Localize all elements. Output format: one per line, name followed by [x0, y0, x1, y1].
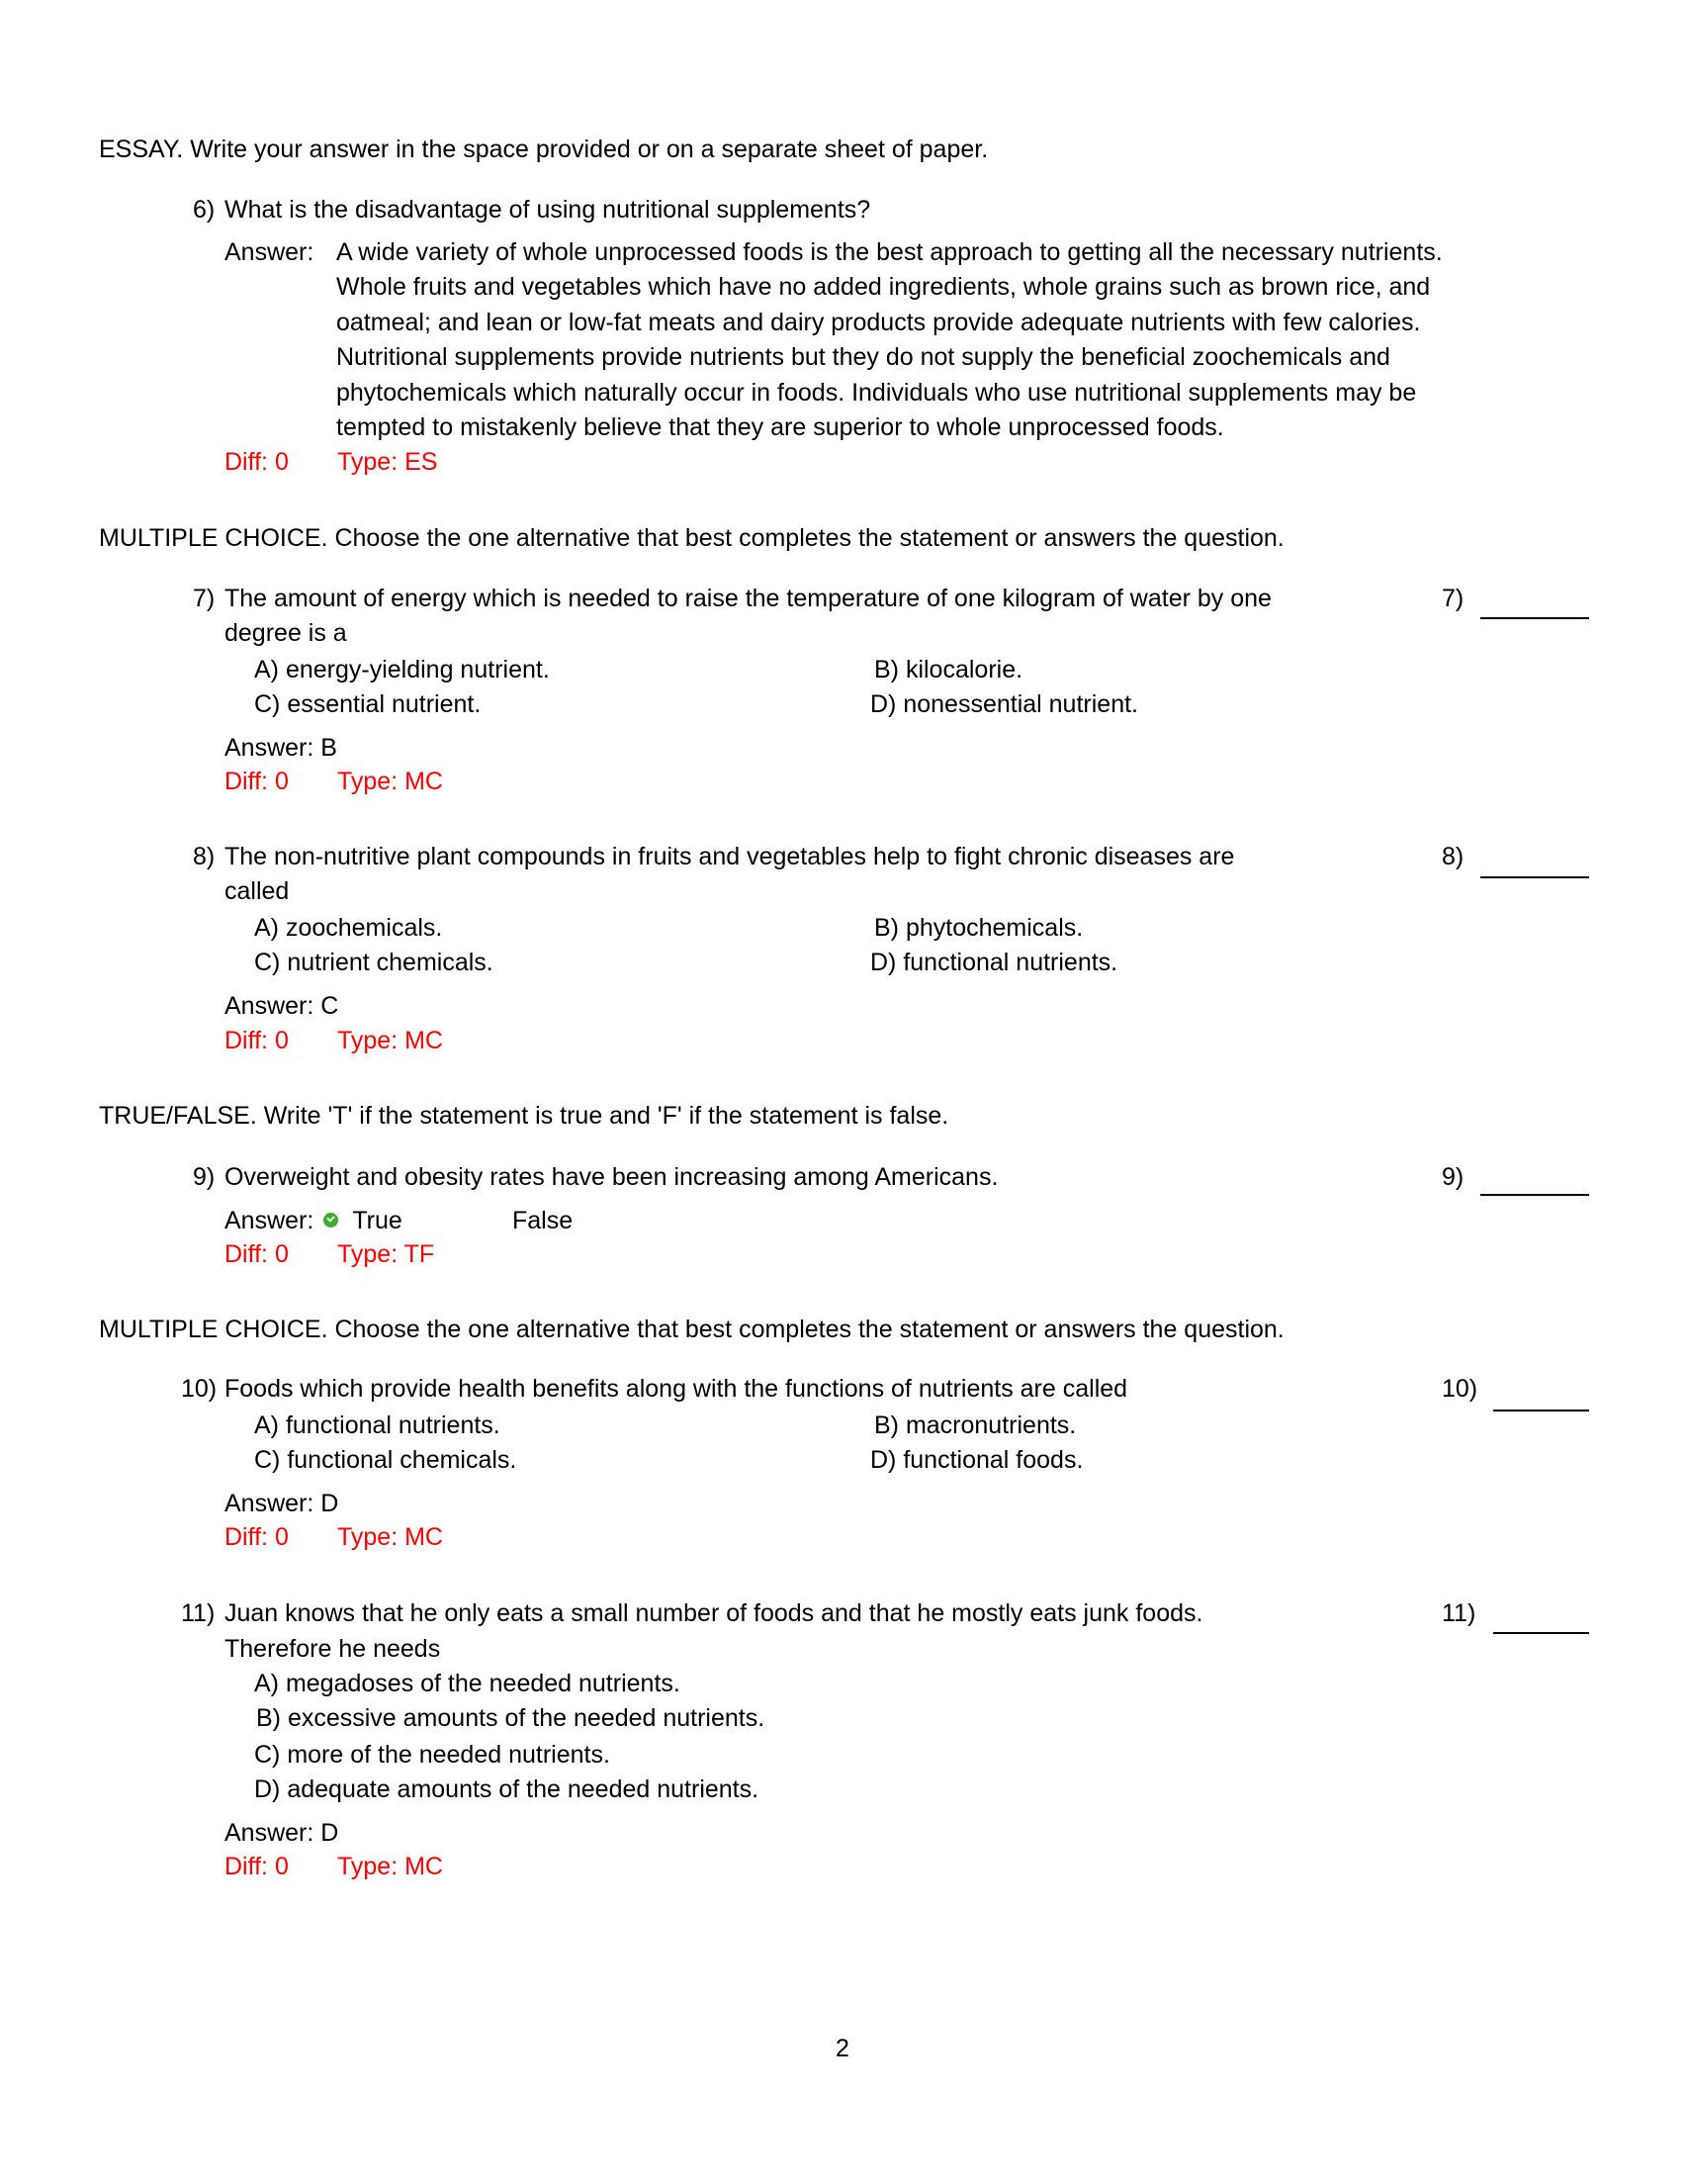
question-text: Therefore he needs: [224, 1635, 441, 1663]
answer-blank-number: 7): [1442, 585, 1465, 612]
mc-section-header: MULTIPLE CHOICE. Choose the one alternative that best completes the statement or answers the question.: [99, 524, 1285, 552]
option-d: D) adequate amounts of the needed nutrients.: [254, 1775, 759, 1803]
difficulty: Diff: 0: [224, 1240, 289, 1268]
answer-line: tempted to mistakenly believe that they are superior to whole unprocessed foods.: [336, 413, 1224, 441]
question-text: degree is a: [224, 619, 347, 647]
question-text: Foods which provide health benefits along with the functions of nutrients are called: [224, 1375, 1128, 1403]
difficulty: Diff: 0: [224, 1523, 289, 1551]
false-option: False: [512, 1207, 574, 1234]
question-text: The amount of energy which is needed to raise the temperature of one kilogram of water by one: [224, 585, 1272, 612]
answer-blank-number: 8): [1442, 843, 1465, 870]
question-text: Overweight and obesity rates have been increasing among Americans.: [224, 1163, 999, 1191]
option-c: C) essential nutrient.: [254, 690, 482, 718]
answer-label: Answer:: [224, 238, 314, 266]
question-number: 11): [181, 1599, 216, 1627]
difficulty: Diff: 0: [224, 1853, 289, 1880]
option-c: C) more of the needed nutrients.: [254, 1741, 610, 1769]
question-text: What is the disadvantage of using nutritional supplements?: [224, 196, 871, 224]
answer-blank-number: 9): [1442, 1163, 1465, 1191]
option-a: A) functional nutrients.: [254, 1411, 500, 1439]
answer-blank[interactable]: [1480, 876, 1589, 878]
question-type: Type: ES: [337, 448, 438, 476]
question-number: 10): [181, 1375, 218, 1403]
check-icon: [323, 1213, 338, 1228]
question-number: 8): [193, 843, 216, 870]
answer-blank[interactable]: [1493, 1632, 1589, 1634]
option-d: D) functional foods.: [870, 1446, 1084, 1474]
question-type: Type: MC: [337, 1523, 443, 1551]
question-number: 6): [193, 196, 216, 224]
answer-line: Nutritional supplements provide nutrients but they do not supply the beneficial zoochemicals and: [336, 343, 1390, 371]
question-text: Juan knows that he only eats a small number of foods and that he mostly eats junk foods.: [224, 1599, 1203, 1627]
option-a: A) energy-yielding nutrient.: [254, 656, 550, 683]
answer-line: phytochemicals which naturally occur in foods. Individuals who use nutritional supplements may be: [336, 379, 1417, 407]
answer-label: Answer:: [224, 1207, 314, 1234]
question-type: Type: MC: [337, 1027, 443, 1054]
mc-section-header: MULTIPLE CHOICE. Choose the one alternative that best completes the statement or answers the question.: [99, 1316, 1285, 1343]
option-c: C) nutrient chemicals.: [254, 949, 493, 976]
question-text: The non-nutritive plant compounds in fruits and vegetables help to fight chronic diseases are: [224, 843, 1235, 870]
option-d: D) nonessential nutrient.: [870, 690, 1138, 718]
option-c: C) functional chemicals.: [254, 1446, 517, 1474]
question-number: 9): [193, 1163, 216, 1191]
answer-blank[interactable]: [1480, 617, 1589, 619]
option-b: B) macronutrients.: [874, 1411, 1077, 1439]
tf-section-header: TRUE/FALSE. Write 'T' if the statement is true and 'F' if the statement is false.: [99, 1102, 949, 1130]
difficulty: Diff: 0: [224, 768, 289, 795]
answer: Answer: C: [224, 992, 339, 1020]
answer-line: A wide variety of whole unprocessed foods is the best approach to getting all the necessary nutrients.: [336, 238, 1443, 266]
question-type: Type: MC: [337, 768, 443, 795]
answer: Answer: D: [224, 1490, 339, 1517]
page-number: 2: [836, 2035, 849, 2062]
question-text: called: [224, 877, 290, 905]
essay-section-header: ESSAY. Write your answer in the space provided or on a separate sheet of paper.: [99, 136, 989, 163]
option-b: B) kilocalorie.: [874, 656, 1023, 683]
difficulty: Diff: 0: [224, 448, 289, 476]
answer: Answer: B: [224, 734, 337, 762]
option-a: A) megadoses of the needed nutrients.: [254, 1670, 680, 1697]
difficulty: Diff: 0: [224, 1027, 289, 1054]
answer-line: oatmeal; and lean or low-fat meats and dairy products provide adequate nutrients with few calories.: [336, 309, 1421, 336]
option-d: D) functional nutrients.: [870, 949, 1118, 976]
question-number: 7): [193, 585, 216, 612]
question-type: Type: TF: [337, 1240, 435, 1268]
answer-blank[interactable]: [1493, 1410, 1589, 1411]
option-b: B) excessive amounts of the needed nutrients.: [256, 1704, 765, 1732]
answer: [224, 1204, 402, 1237]
answer: Answer: D: [224, 1819, 339, 1847]
answer-line: Whole fruits and vegetables which have no added ingredients, whole grains such as brown rice, and: [336, 273, 1431, 301]
answer-blank[interactable]: [1480, 1194, 1589, 1196]
question-type: Type: MC: [337, 1853, 443, 1880]
true-option: True: [352, 1207, 402, 1234]
option-a: A) zoochemicals.: [254, 914, 443, 942]
answer-blank-number: 10): [1442, 1375, 1478, 1403]
option-b: B) phytochemicals.: [874, 914, 1084, 942]
answer-blank-number: 11): [1442, 1599, 1476, 1627]
